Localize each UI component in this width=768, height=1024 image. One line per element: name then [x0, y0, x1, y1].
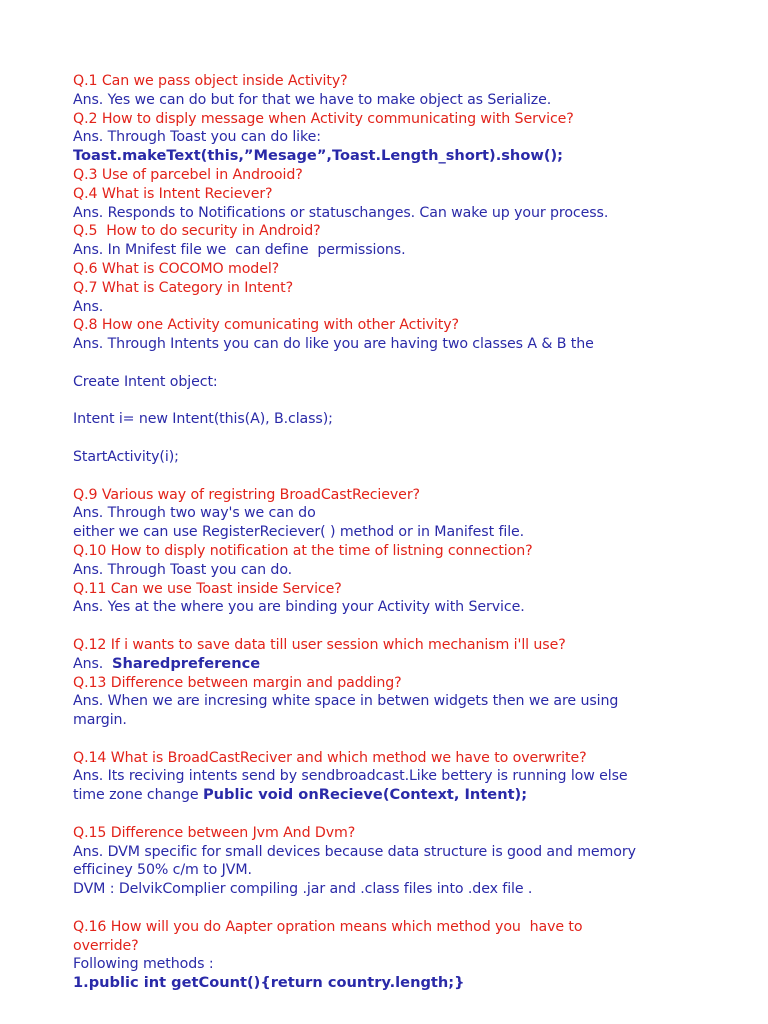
- answer-13-cont: margin.: [73, 712, 127, 729]
- question-8: Q.8 How one Activity comunicating with other Activity?: [73, 317, 459, 334]
- answer-15-dvm: DVM : DelvikComplier compiling .jar and .class files into .dex file .: [73, 881, 533, 898]
- answer-9: Ans. Through two way's we can do: [73, 505, 316, 522]
- answer-14-cont: [73, 786, 713, 805]
- blank-line: [73, 467, 713, 486]
- blank-line: [73, 805, 713, 824]
- blank-line: [73, 617, 713, 636]
- answer-11: Ans. Yes at the where you are binding your Activity with Service.: [73, 599, 525, 616]
- answer-1: Ans. Yes we can do but for that we have to make object as Serialize.: [73, 91, 552, 108]
- question-13: Q.13 Difference between margin and padding?: [73, 674, 402, 691]
- blank-line: [73, 899, 713, 918]
- answer-12-keyword: Sharedpreference: [112, 654, 261, 672]
- answer-8-code-2: StartActivity(i);: [73, 448, 179, 465]
- blank-line: [73, 354, 713, 373]
- answer-14-code: Public void onRecieve(Context, Intent);: [202, 786, 528, 804]
- answer-2: Ans. Through Toast you can do like:: [73, 129, 321, 146]
- answer-15-cont: efficiney 50% c/m to JVM.: [73, 862, 252, 879]
- question-16: Q.16 How will you do Aapter opration means which method you have to: [73, 918, 583, 935]
- answer-9-cont: either we can use RegisterReciever( ) method or in Manifest file.: [73, 524, 525, 541]
- answer-4: Ans. Responds to Notifications or statuschanges. Can wake up your process.: [73, 204, 609, 221]
- answer-5: Ans. In Mnifest file we can define permissions.: [73, 242, 406, 259]
- answer-7: Ans.: [73, 298, 104, 315]
- document-body: [73, 72, 713, 993]
- answer-13: Ans. When we are incresing white space in betwen widgets then we are using: [73, 693, 619, 710]
- answer-16-code: 1.public int getCount(){return country.length;}: [73, 974, 465, 992]
- question-5: Q.5 How to do security in Android?: [73, 223, 321, 240]
- question-2: Q.2 How to disply message when Activity communicating with Service?: [73, 110, 574, 127]
- question-6: Q.6 What is COCOMO model?: [73, 260, 280, 277]
- answer-12: [73, 655, 713, 674]
- answer-8-code-1: Intent i= new Intent(this(A), B.class);: [73, 411, 333, 428]
- blank-line: [73, 429, 713, 448]
- answer-14-text: time zone change: [73, 787, 199, 804]
- question-12: Q.12 If i wants to save data till user session which mechanism i'll use?: [73, 636, 566, 653]
- answer-16: Following methods :: [73, 956, 214, 973]
- answer-14: Ans. Its reciving intents send by sendbroadcast.Like bettery is running low else: [73, 768, 628, 785]
- question-9: Q.9 Various way of registring BroadCastReciever?: [73, 486, 420, 503]
- question-7: Q.7 What is Category in Intent?: [73, 279, 294, 296]
- blank-line: [73, 730, 713, 749]
- answer-15: Ans. DVM specific for small devices because data structure is good and memory: [73, 843, 636, 860]
- code-toast: Toast.makeText(this,”Mesage”,Toast.Length_short).show();: [73, 147, 563, 165]
- question-4: Q.4 What is Intent Reciever?: [73, 185, 273, 202]
- question-10: Q.10 How to disply notification at the time of listning connection?: [73, 542, 533, 559]
- blank-line: [73, 392, 713, 411]
- question-16-cont: override?: [73, 937, 139, 954]
- answer-8-step-1: Create Intent object:: [73, 373, 218, 390]
- question-1: Q.1 Can we pass object inside Activity?: [73, 73, 348, 89]
- answer-8: Ans. Through Intents you can do like you are having two classes A & B the: [73, 336, 594, 353]
- question-14: Q.14 What is BroadCastReciver and which method we have to overwrite?: [73, 749, 587, 766]
- answer-10: Ans. Through Toast you can do.: [73, 561, 293, 578]
- question-3: Q.3 Use of parcebel in Androoid?: [73, 166, 303, 183]
- question-11: Q.11 Can we use Toast inside Service?: [73, 580, 342, 597]
- question-15: Q.15 Difference between Jvm And Dvm?: [73, 824, 356, 841]
- answer-12-prefix: Ans.: [73, 655, 104, 672]
